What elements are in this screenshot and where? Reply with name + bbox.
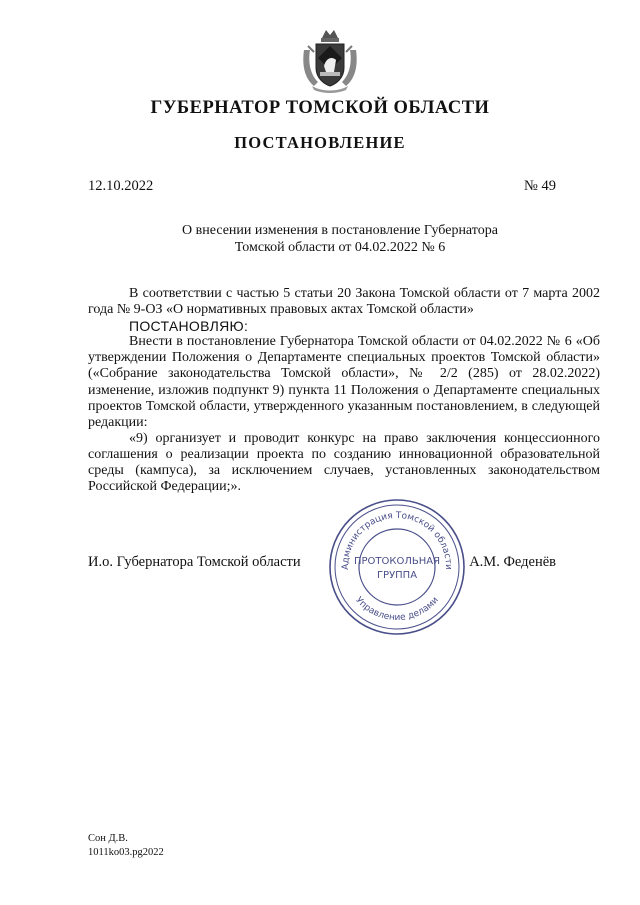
file-code: 1011ko03.pg2022: [88, 847, 164, 858]
preamble-paragraph: В соответствии с частью 5 статьи 20 Закона Томской области от 7 марта 2002 года № 9-ОЗ «О нормативных правовых актах Томской области»: [88, 286, 600, 318]
executor-block: [88, 832, 164, 860]
stamp-top-text: Администрация Томской области: [340, 510, 454, 570]
stamp-center-line-2: ГРУППА: [376, 570, 418, 581]
subject-line-1: О внесении изменения в постановление Губернатора: [182, 223, 498, 238]
org-title: ГУБЕРНАТОР ТОМСКОЙ ОБЛАСТИ: [150, 98, 490, 118]
signer-title: И.о. Губернатора Томской области: [88, 554, 301, 570]
subject-line-2: Томской области от 04.02.2022 № 6: [234, 240, 446, 255]
document-date: 12.10.2022: [88, 178, 154, 194]
new-wording-paragraph: «9) организует и проводит конкурс на право заключения концессионного соглашения о реализации проекта по созданию инновационной образовательной среды (кампуса), за исключением случаев, установленных законодательством Российской Федерации;».: [88, 430, 600, 495]
document-type: ПОСТАНОВЛЕНИЕ: [234, 133, 406, 152]
signer-name: А.М. Феденёв: [469, 554, 556, 570]
stamp-center-line-1: ПРОТОКОЛЬНАЯ: [353, 556, 441, 567]
amendment-paragraph: Внести в постановление Губернатора Томской области от 04.02.2022 № 6 «Об утверждении Положения о Департаменте специальных проектов Томской области» («Собрание законодательства Томской области», № 2/2 (285) от 28.02.2022) изменение, изложив подпункт 9) пункта 11 Положения о Департаменте специальных проектов Томской области, утвержденного указанным постановлением, в следующей редакции:: [88, 334, 600, 430]
stamp-bottom-text: Управление делами: [353, 595, 441, 624]
tomsk-coat-of-arms-icon: [300, 28, 360, 94]
document-number: № 49: [524, 178, 556, 194]
document-body: [88, 286, 600, 495]
document-subject: [150, 222, 530, 256]
svg-text:Управление делами: [353, 595, 441, 623]
executor-name: Сон Д.В.: [88, 833, 128, 844]
official-stamp: [326, 496, 468, 638]
decree-word: ПОСТАНОВЛЯЮ:: [129, 318, 249, 335]
